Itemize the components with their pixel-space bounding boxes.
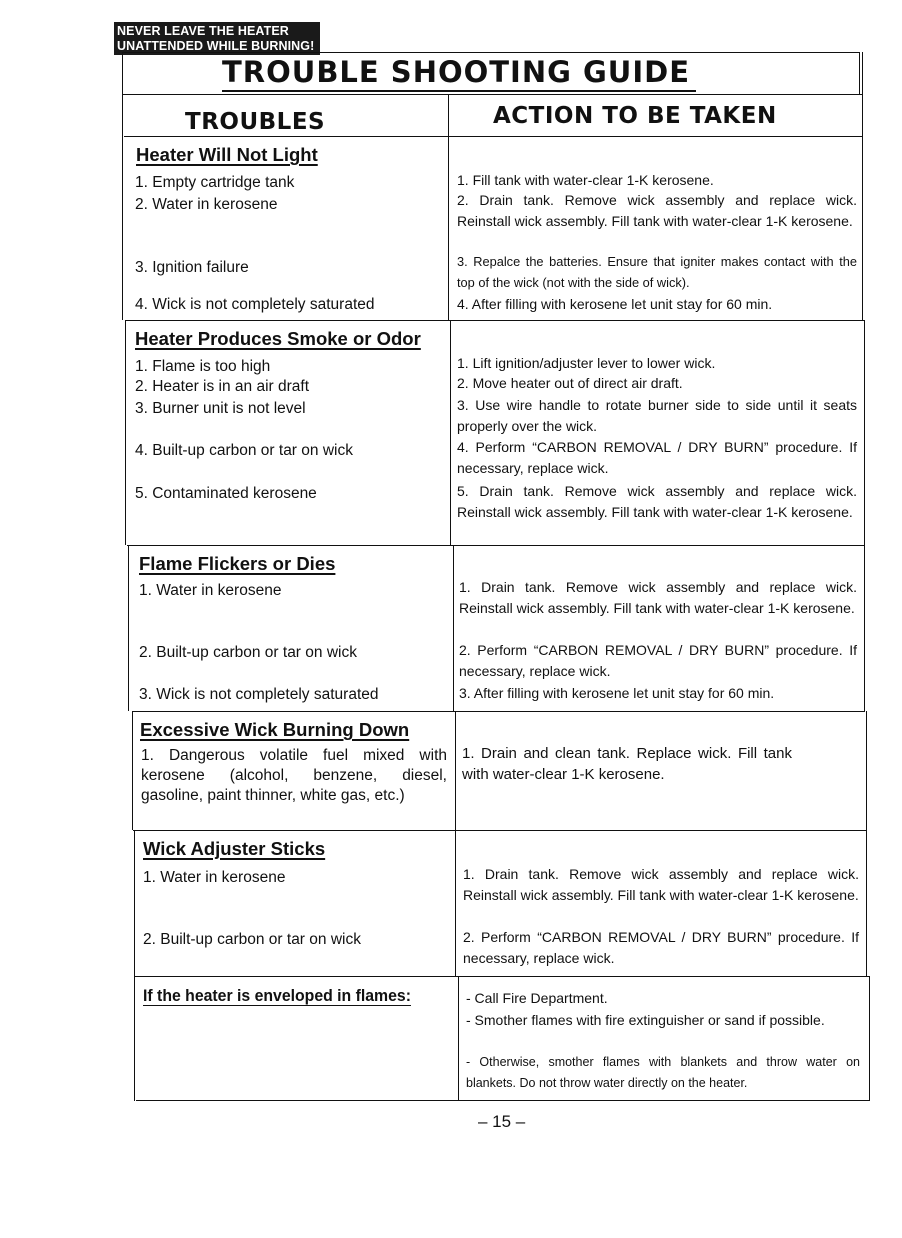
action-item <box>457 373 857 394</box>
action-text: - Call Fire Department. <box>466 990 608 1006</box>
row-divider-1 <box>125 320 864 321</box>
section-heading-will-not-light: Heater Will Not Light <box>136 144 318 165</box>
row-divider-5 <box>135 976 869 977</box>
action-text: 3. Use wire handle to rotate burner side to side until it seats properly over the wick. <box>457 397 857 434</box>
action-item <box>459 683 861 704</box>
table-left-border-4 <box>132 711 133 830</box>
row-divider-4 <box>133 830 867 831</box>
column-divider-2 <box>450 320 451 545</box>
table-right-border-2 <box>864 320 865 711</box>
troubles-column-heading: TROUBLES <box>185 109 326 135</box>
table-right-border-4 <box>869 976 870 1101</box>
trouble-item: 1. Water in kerosene <box>143 869 286 886</box>
action-item <box>457 294 859 315</box>
trouble-item: 2. Built-up carbon or tar on wick <box>139 644 357 661</box>
column-divider-5 <box>458 976 459 1101</box>
trouble-item: 1. Empty cartridge tank <box>135 174 295 191</box>
action-item <box>457 170 857 191</box>
action-text: 2. Move heater out of direct air draft. <box>457 375 683 391</box>
row-divider-3 <box>132 711 865 712</box>
action-text: 2. Perform “CARBON REMOVAL / DRY BURN” procedure. If necessary, replace wick. <box>459 642 857 679</box>
page-title: TROUBLE SHOOTING GUIDE <box>222 55 696 92</box>
section-heading-wick-adjuster: Wick Adjuster Sticks <box>143 838 326 859</box>
table-top-border <box>122 94 863 95</box>
action-item <box>457 481 857 522</box>
section-heading-smoke-odor: Heater Produces Smoke or Odor <box>135 328 421 349</box>
table-right-border-3 <box>866 711 867 976</box>
table-left-border <box>122 94 123 320</box>
actions-column-heading: ACTION TO BE TAKEN <box>493 103 777 129</box>
header-divider <box>124 136 863 137</box>
trouble-item: 2. Heater is in an air draft <box>135 378 310 395</box>
table-left-border-2 <box>125 320 126 545</box>
action-item <box>466 1010 858 1031</box>
action-item <box>466 988 858 1009</box>
action-item <box>462 744 792 785</box>
action-item <box>459 577 857 618</box>
action-item <box>466 1052 860 1093</box>
action-text: 1. Drain and clean tank. Replace wick. Fill tank with water-clear 1-K kerosene. <box>462 745 792 783</box>
warning-badge <box>114 22 320 55</box>
action-text: 1. Lift ignition/adjuster lever to lower wick. <box>457 355 716 371</box>
action-item <box>457 252 857 293</box>
page-number: – 15 – <box>478 1112 526 1131</box>
table-bottom-border <box>136 1100 870 1101</box>
warning-line-1: NEVER LEAVE THE HEATER <box>117 24 289 38</box>
action-text: 2. Drain tank. Remove wick assembly and replace wick. Reinstall wick assembly. Fill tank with water-clear 1-K kerosene. <box>457 192 857 229</box>
action-item <box>463 864 859 905</box>
action-text: - Smother flames with fire extinguisher or sand if possible. <box>466 1012 825 1028</box>
trouble-item: 4. Built-up carbon or tar on wick <box>135 442 353 459</box>
warning-line-2: UNATTENDED WHILE BURNING! <box>117 39 315 53</box>
action-item <box>457 437 857 478</box>
action-item <box>457 353 857 374</box>
action-text: 3. After filling with kerosene let unit stay for 60 min. <box>459 685 775 701</box>
row-divider-2 <box>127 545 865 546</box>
action-text: 1. Drain tank. Remove wick assembly and replace wick. Reinstall wick assembly. Fill tank with water-clear 1-K kerosene. <box>463 866 859 903</box>
trouble-item: 3. Wick is not completely saturated <box>139 686 379 703</box>
action-text: 3. Repalce the batteries. Ensure that igniter makes contact with the top of the wick (not with the side of wick). <box>457 254 857 290</box>
action-text: 2. Perform “CARBON REMOVAL / DRY BURN” procedure. If necessary, replace wick. <box>463 929 859 966</box>
action-item <box>459 640 857 681</box>
trouble-item: 1. Flame is too high <box>135 358 271 375</box>
table-left-border-5 <box>134 830 135 1101</box>
action-text: 1. Drain tank. Remove wick assembly and replace wick. Reinstall wick assembly. Fill tank with water-clear 1-K kerosene. <box>459 579 857 616</box>
column-divider-4 <box>455 711 456 976</box>
column-divider-1 <box>448 94 449 320</box>
trouble-item: 1. Dangerous volatile fuel mixed with kerosene (alcohol, benzene, diesel, gasoline, paint thinner, white gas, etc.) <box>141 747 447 804</box>
trouble-item: 3. Burner unit is not level <box>135 400 306 417</box>
trouble-item: 2. Water in kerosene <box>135 196 278 213</box>
trouble-item: 5. Contaminated kerosene <box>135 485 317 502</box>
column-divider-3 <box>453 545 454 711</box>
action-text: 4. Perform “CARBON REMOVAL / DRY BURN” procedure. If necessary, replace wick. <box>457 439 857 476</box>
action-text: 4. After filling with kerosene let unit stay for 60 min. <box>457 296 773 312</box>
action-text: 5. Drain tank. Remove wick assembly and replace wick. Reinstall wick assembly. Fill tank with water-clear 1-K kerosene. <box>457 483 857 520</box>
action-item <box>457 190 857 231</box>
trouble-item: 3. Ignition failure <box>135 259 249 276</box>
table-right-border <box>862 52 863 320</box>
trouble-item: 2. Built-up carbon or tar on wick <box>143 931 361 948</box>
action-text: 1. Fill tank with water-clear 1-K kerosene. <box>457 172 714 188</box>
action-item <box>463 927 859 968</box>
section-heading-excessive-wick: Excessive Wick Burning Down <box>140 719 410 740</box>
trouble-item: 4. Wick is not completely saturated <box>135 296 375 313</box>
section-heading-enveloped-in-flames: If the heater is enveloped in flames: <box>143 986 411 1005</box>
table-left-border-3 <box>128 545 129 711</box>
section-heading-flame-flickers: Flame Flickers or Dies <box>139 553 336 574</box>
trouble-item: 1. Water in kerosene <box>139 582 282 599</box>
action-text: - Otherwise, smother flames with blankets and throw water on blankets. Do not throw water directly on the heater. <box>466 1055 860 1090</box>
action-item <box>457 395 857 436</box>
